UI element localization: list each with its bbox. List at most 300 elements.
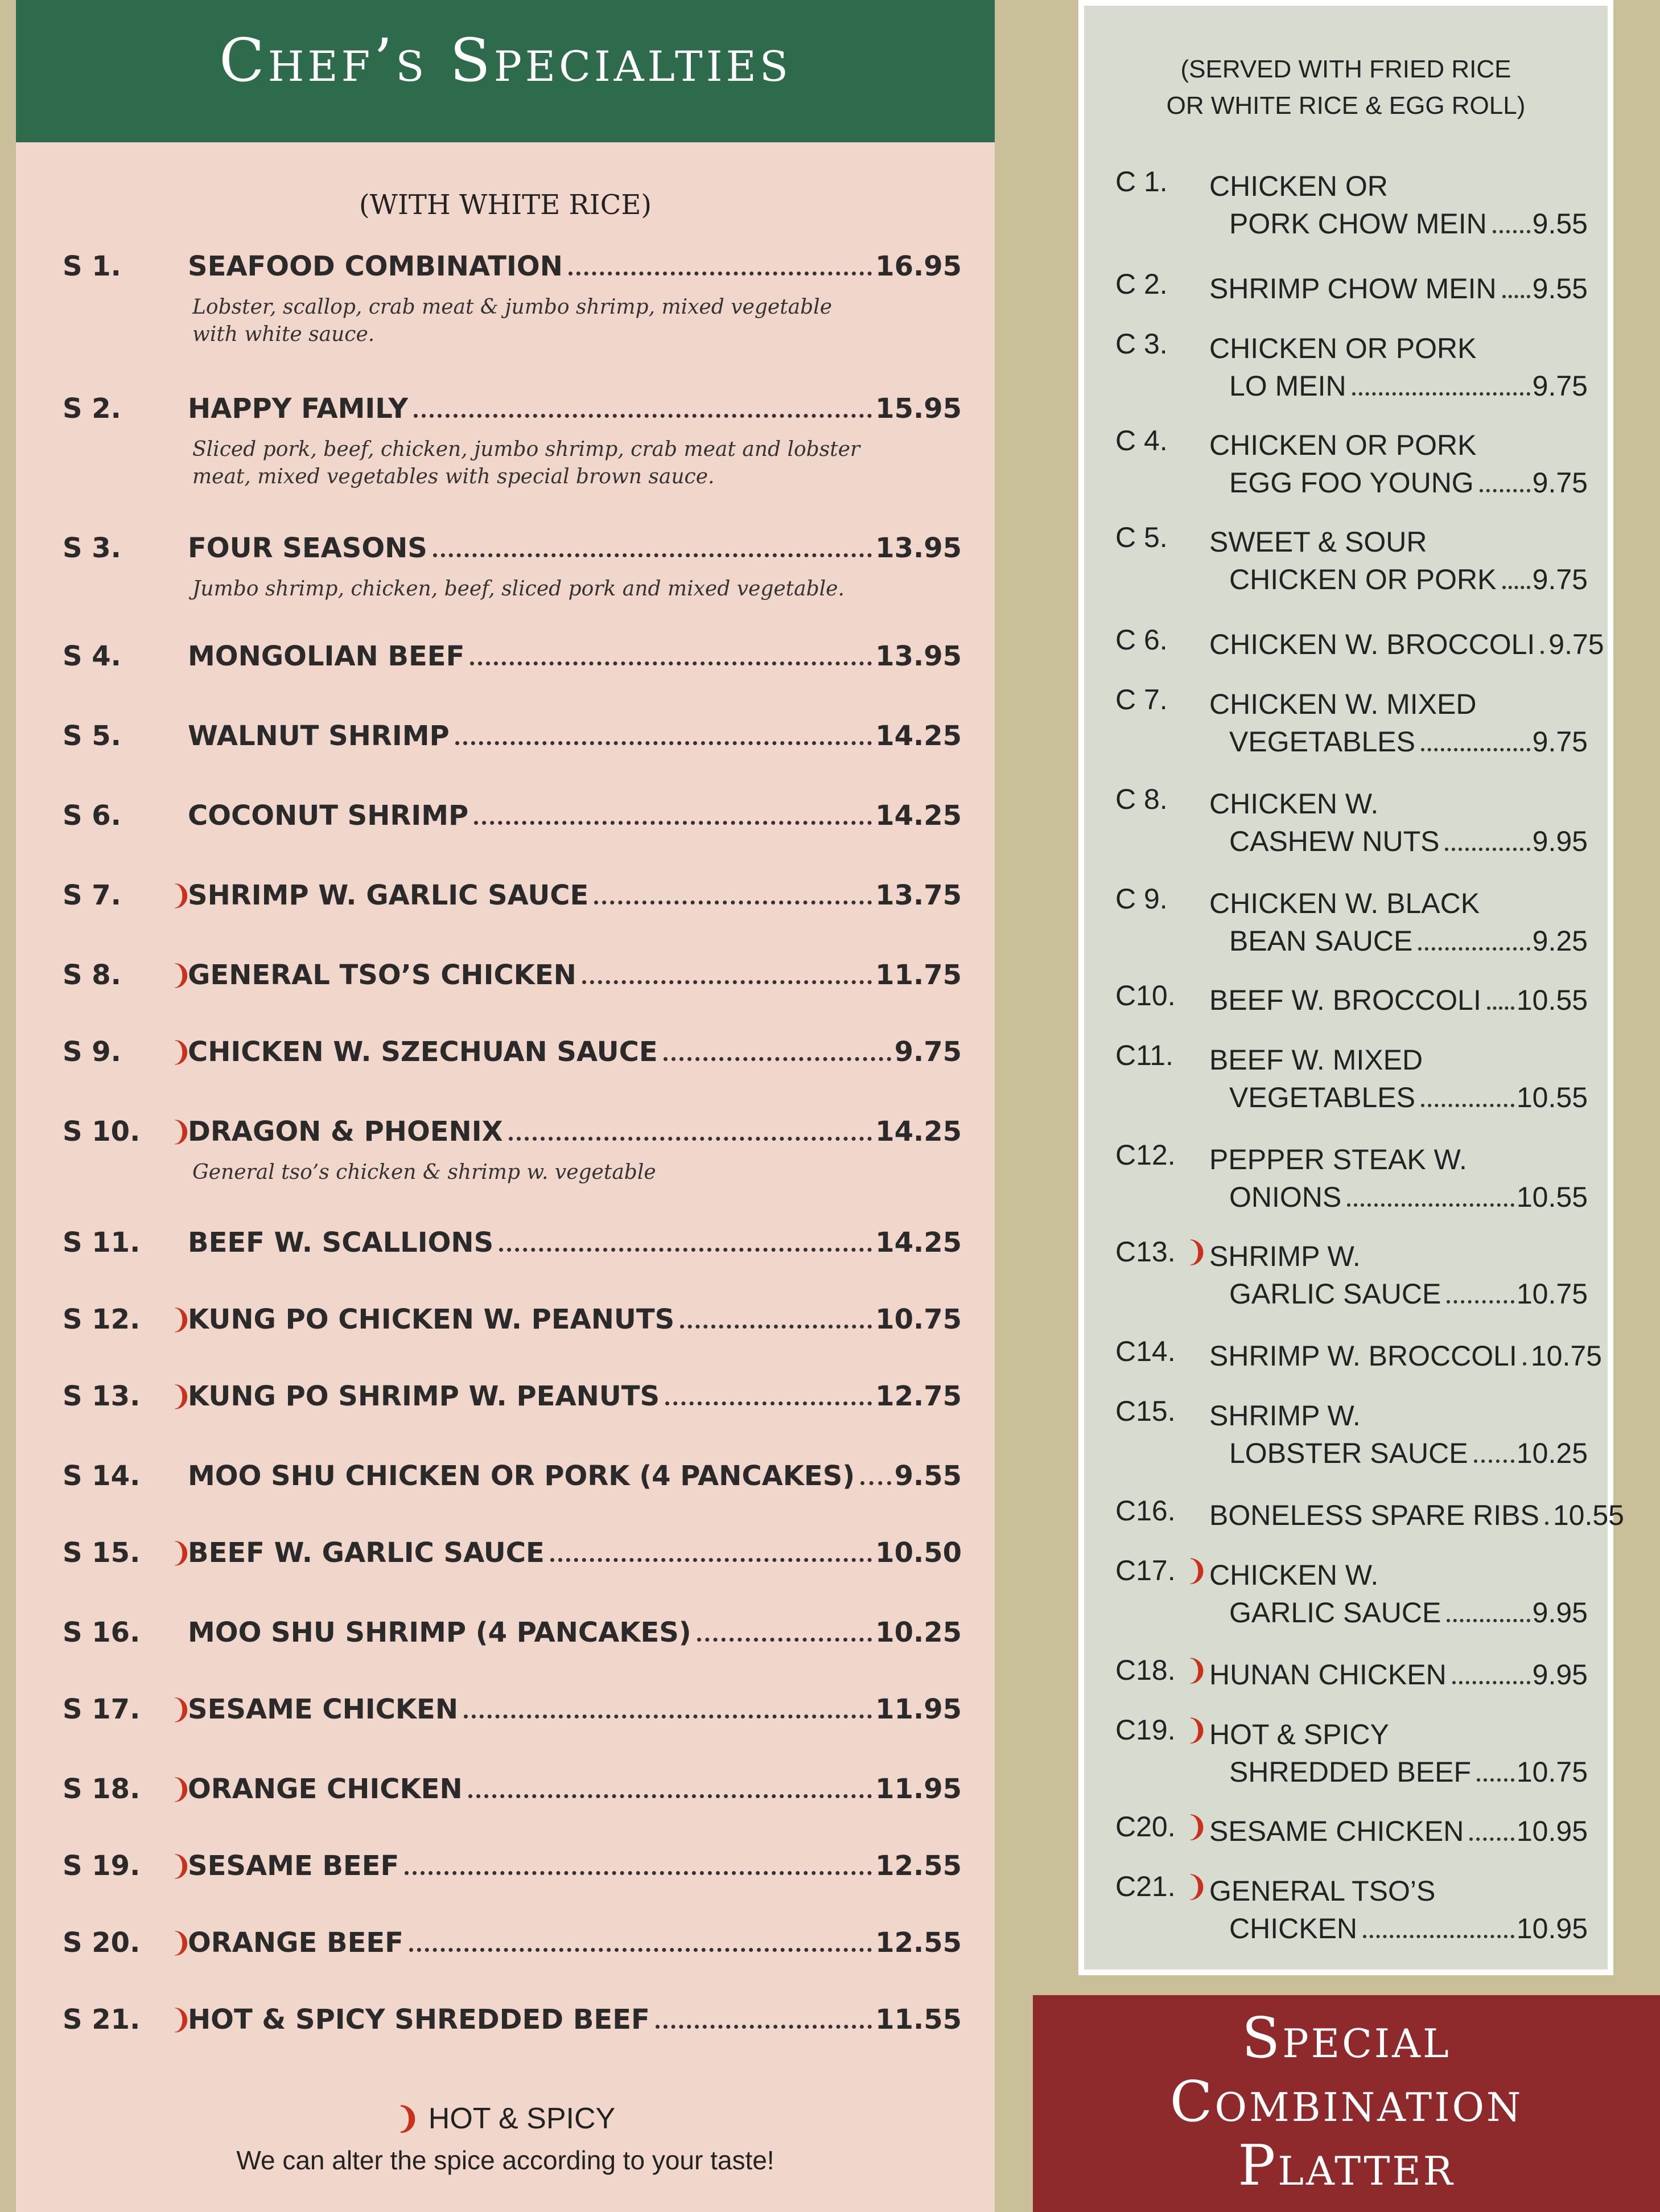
dot-leader <box>594 901 872 904</box>
combo-item <box>1115 683 1588 758</box>
menu-item-number: S 1. <box>63 250 121 282</box>
menu-item-row <box>63 800 962 840</box>
combo-item-name: BEEF W. BROCCOLI <box>1209 984 1481 1016</box>
combo-item-name-continued: GARLIC SAUCE <box>1229 1597 1441 1629</box>
combo-item-name-continued: GARLIC SAUCE <box>1229 1278 1441 1310</box>
combo-item-number: C 2. <box>1115 268 1168 300</box>
menu-item <box>63 250 962 348</box>
combo-item-name-continued: LO MEIN <box>1229 370 1346 402</box>
menu-item-row <box>63 1537 962 1577</box>
chefs-specialties-header <box>16 0 995 142</box>
combination-platter-subtitle <box>1084 51 1608 124</box>
menu-item-name: HOT & SPICY SHREDDED BEEF <box>188 2004 650 2036</box>
menu-item-name: MOO SHU SHRIMP (4 PANCAKES) <box>188 1617 691 1648</box>
combo-item-name: SHRIMP W. <box>1209 1400 1361 1432</box>
menu-item-line <box>188 2004 962 2036</box>
combo-item <box>1115 268 1588 305</box>
combo-item-name-continued: SHREDDED BEEF <box>1229 1756 1472 1788</box>
menu-item-price: 13.95 <box>875 532 962 564</box>
combo-item-price: 9.95 <box>1532 825 1588 857</box>
combo-item-price: 10.55 <box>1552 1499 1624 1531</box>
combo-item-number: C17. <box>1115 1555 1176 1586</box>
menu-item-line <box>188 393 962 425</box>
menu-item-line <box>188 640 962 672</box>
dot-leader <box>1493 230 1530 233</box>
combo-item-line <box>1209 1494 1624 1532</box>
menu-item-line <box>188 1227 962 1259</box>
combo-item-number: C18. <box>1115 1654 1176 1686</box>
dot-leader <box>664 1057 891 1061</box>
combo-item-name-continued: VEGETABLES <box>1229 726 1415 758</box>
menu-item-number: S 2. <box>63 393 121 425</box>
combo-item <box>1115 1554 1588 1629</box>
menu-item-price: 12.55 <box>875 1850 962 1882</box>
menu-item <box>63 1850 962 1890</box>
combo-item-price: 10.55 <box>1516 1082 1588 1113</box>
menu-item-price: 13.75 <box>875 879 962 911</box>
chili-pepper-icon: ❩ <box>1185 1810 1209 1843</box>
menu-item-price: 14.25 <box>875 1227 962 1259</box>
chili-pepper-icon: ❩ <box>1185 1713 1209 1746</box>
dot-leader <box>433 553 872 557</box>
dot-leader <box>665 1401 872 1405</box>
combo-item <box>1115 1395 1588 1470</box>
combo-item-name-continued: PORK CHOW MEIN <box>1229 208 1487 240</box>
combo-item-number: C 9. <box>1115 883 1168 915</box>
combo-item-line <box>1209 1554 1588 1592</box>
combo-item-line <box>1209 1039 1588 1076</box>
menu-item-number: S 11. <box>63 1227 141 1259</box>
combo-item-line <box>1229 1076 1588 1114</box>
dot-leader <box>1480 489 1530 492</box>
menu-item <box>63 1460 962 1500</box>
combo-item-price: 10.95 <box>1516 1913 1588 1944</box>
menu-item-line <box>188 1304 962 1335</box>
menu-item-line <box>188 1850 962 1882</box>
menu-item-name: SEAFOOD COMBINATION <box>188 250 563 282</box>
menu-item <box>63 959 962 999</box>
menu-item-line <box>188 1036 962 1068</box>
menu-item-row <box>63 1927 962 1967</box>
dot-leader <box>1469 1837 1514 1841</box>
menu-item-line <box>188 720 962 752</box>
menu-item-row <box>63 720 962 760</box>
menu-item-price: 11.55 <box>875 2004 962 2036</box>
chili-pepper-icon: ❩ <box>170 1537 193 1569</box>
chili-pepper-icon: ❩ <box>170 959 193 991</box>
combo-item-name-continued: ONIONS <box>1229 1181 1342 1213</box>
combo-item-name: SHRIMP CHOW MEIN <box>1209 273 1497 305</box>
combo-item-name: CHICKEN W. BLACK <box>1209 887 1480 919</box>
menu-item-price: 11.75 <box>875 959 962 991</box>
menu-item <box>63 532 962 603</box>
menu-item-number: S 21. <box>63 2004 141 2036</box>
combo-item-line <box>1209 1395 1588 1432</box>
menu-item-row <box>63 1693 962 1733</box>
menu-item-number: S 7. <box>63 879 121 911</box>
menu-item-row <box>63 1227 962 1267</box>
menu-item-number: S 6. <box>63 800 121 832</box>
dot-leader <box>509 1137 872 1141</box>
menu-item-row <box>63 1617 962 1656</box>
combo-item-number: C19. <box>1115 1714 1176 1746</box>
dot-leader <box>1502 295 1530 298</box>
combo-item-price: 9.55 <box>1532 208 1588 240</box>
subtitle-line-2: OR WHITE RICE & EGG ROLL) <box>1166 92 1526 120</box>
combo-item-price: 10.75 <box>1530 1340 1602 1372</box>
combo-item-number: C12. <box>1115 1139 1176 1171</box>
menu-item-name: CHICKEN W. SZECHUAN SAUCE <box>188 1036 658 1068</box>
combo-item-name-continued: EGG FOO YOUNG <box>1229 467 1474 499</box>
combo-item-name: GENERAL TSO’S <box>1209 1875 1436 1907</box>
combo-item <box>1115 327 1588 402</box>
combo-item-line <box>1229 1273 1588 1310</box>
combo-item <box>1115 1039 1588 1114</box>
combo-item-line <box>1209 623 1604 661</box>
combo-item-number: C14. <box>1115 1335 1176 1367</box>
menu-item-line <box>188 1460 962 1492</box>
menu-item-name: GENERAL TSO’S CHICKEN <box>188 959 576 991</box>
menu-item-row <box>63 1304 962 1343</box>
dot-leader <box>409 1948 872 1952</box>
menu-item-line <box>188 250 962 282</box>
menu-item-line <box>188 1927 962 1959</box>
combo-item-price: 9.75 <box>1548 628 1604 660</box>
dot-leader <box>464 1714 872 1718</box>
combo-item-line <box>1209 521 1588 558</box>
menu-item <box>63 1927 962 1967</box>
combo-item-name-continued: VEGETABLES <box>1229 1082 1415 1113</box>
combo-item-line <box>1229 1907 1588 1945</box>
combo-item-line <box>1229 721 1588 758</box>
dot-leader <box>1523 1362 1529 1366</box>
hot-spicy-legend <box>16 2102 995 2136</box>
combo-item-number: C 5. <box>1115 521 1168 553</box>
menu-item-line <box>188 1380 962 1412</box>
menu-item-number: S 19. <box>63 1850 141 1882</box>
menu-item-line <box>188 1693 962 1725</box>
dot-leader <box>1418 947 1530 951</box>
menu-item-row <box>63 959 962 999</box>
dot-leader <box>1447 1300 1514 1304</box>
dot-leader <box>1421 748 1530 751</box>
combo-item-name: BONELESS SPARE RIBS <box>1209 1499 1539 1531</box>
combo-item-line <box>1209 1713 1588 1751</box>
dot-leader <box>499 1248 872 1252</box>
combo-item-name: SWEET & SOUR <box>1209 526 1427 558</box>
menu-item-name: SHRIMP W. GARLIC SAUCE <box>188 879 589 911</box>
menu-item-number: S 15. <box>63 1537 141 1569</box>
combo-item-line <box>1209 1335 1602 1372</box>
menu-item-name: BEEF W. GARLIC SAUCE <box>188 1537 545 1569</box>
combo-item-name: PEPPER STEAK W. <box>1209 1144 1467 1175</box>
combo-item-line <box>1209 165 1588 203</box>
menu-item <box>63 1537 962 1577</box>
combo-item-name-continued: CHICKEN OR PORK <box>1229 564 1497 595</box>
combo-item-number: C20. <box>1115 1811 1176 1843</box>
menu-item-line <box>188 1617 962 1648</box>
combo-item-price: 9.55 <box>1532 273 1588 305</box>
menu-item <box>63 1304 962 1343</box>
combo-item-price: 9.75 <box>1532 467 1588 499</box>
menu-item-description: Lobster, scallop, crab meat & jumbo shrimp, mixed vegetable with white sauce. <box>192 295 832 346</box>
combo-item <box>1115 1713 1588 1788</box>
combo-item-number: C 3. <box>1115 328 1168 360</box>
dot-leader <box>569 272 872 276</box>
menu-item-price: 9.75 <box>894 1036 962 1068</box>
menu-item-price: 12.75 <box>875 1380 962 1412</box>
chili-pepper-icon: ❩ <box>1185 1870 1209 1903</box>
combo-item-name: SHRIMP W. <box>1209 1240 1361 1272</box>
menu-item-line <box>188 959 962 991</box>
menu-item-line <box>188 800 962 832</box>
combo-item <box>1115 882 1588 957</box>
footer-line-3: Platter <box>1238 2133 1455 2198</box>
dot-leader <box>1363 1935 1514 1938</box>
footer-line-2: Combination <box>1169 2070 1523 2135</box>
menu-item-name: MONGOLIAN BEEF <box>188 640 465 672</box>
menu-item-number: S 8. <box>63 959 121 991</box>
combo-item-price: 9.75 <box>1532 564 1588 595</box>
combo-item-name: CHICKEN W. <box>1209 788 1379 820</box>
chefs-specialties-subtitle: (WITH WHITE RICE) <box>359 189 652 221</box>
dot-leader <box>414 414 872 418</box>
combo-item <box>1115 521 1588 596</box>
dot-leader <box>1487 1006 1514 1010</box>
combo-item-name: CHICKEN W. BROCCOLI <box>1209 628 1535 660</box>
combo-item-price: 9.95 <box>1532 1597 1588 1629</box>
menu-item-row <box>63 1116 962 1156</box>
combo-item-number: C16. <box>1115 1495 1176 1527</box>
combo-item-line <box>1229 1432 1588 1470</box>
menu-item-row <box>63 1850 962 1890</box>
combo-item-price: 9.25 <box>1532 925 1588 957</box>
menu-item-name: ORANGE BEEF <box>188 1927 403 1959</box>
menu-item <box>63 800 962 840</box>
menu-item-name: SESAME CHICKEN <box>188 1693 458 1725</box>
combo-item-price: 9.95 <box>1532 1659 1588 1691</box>
menu-item-line <box>188 1773 962 1805</box>
menu-item-price: 10.25 <box>875 1617 962 1648</box>
menu-item-number: S 18. <box>63 1773 141 1805</box>
menu-item-name: COCONUT SHRIMP <box>188 800 469 832</box>
combo-item-number: C10. <box>1115 980 1176 1012</box>
menu-item-row <box>63 640 962 680</box>
combo-item-price: 9.75 <box>1532 726 1588 758</box>
combo-item-name: CHICKEN W. <box>1209 1559 1379 1591</box>
dot-leader <box>1421 1104 1514 1107</box>
menu-item-name: KUNG PO CHICKEN W. PEANUTS <box>188 1304 675 1335</box>
dot-leader <box>1452 1681 1530 1684</box>
combination-platter-panel <box>1078 0 1624 1975</box>
menu-item-row <box>63 1773 962 1813</box>
combo-item <box>1115 1870 1588 1945</box>
combo-item-line <box>1229 203 1588 240</box>
spice-note: We can alter the spice according to your taste! <box>236 2145 775 2175</box>
menu-item <box>63 879 962 919</box>
menu-item-price: 14.25 <box>875 800 962 832</box>
menu-item <box>63 1380 962 1420</box>
menu-item-row <box>63 1380 962 1420</box>
combo-item-number: C15. <box>1115 1395 1176 1427</box>
chefs-specialties-panel <box>16 0 995 2212</box>
combo-item-line <box>1209 268 1588 305</box>
dot-leader <box>656 2025 872 2029</box>
combo-item-name: HUNAN CHICKEN <box>1209 1659 1447 1691</box>
menu-item-price: 14.25 <box>875 1116 962 1148</box>
chefs-specialties-title: Chef’s Specialties <box>219 26 792 95</box>
combo-item <box>1115 979 1588 1017</box>
chili-pepper-icon: ❩ <box>170 2004 193 2036</box>
combo-item-name: HOT & SPICY <box>1209 1718 1389 1750</box>
menu-item-name: ORANGE CHICKEN <box>188 1773 463 1805</box>
menu-item <box>63 1036 962 1076</box>
combo-item-line <box>1229 1751 1588 1788</box>
dot-leader <box>1477 1778 1514 1782</box>
combo-item-line <box>1209 1138 1588 1176</box>
combo-item-price: 10.55 <box>1516 984 1588 1016</box>
menu-item-number: S 3. <box>63 532 121 564</box>
dot-leader <box>1347 1203 1514 1207</box>
dot-leader <box>860 1481 891 1485</box>
menu-item-number: S 12. <box>63 1304 141 1335</box>
dot-leader <box>1447 1619 1530 1622</box>
menu-item <box>63 1773 962 1813</box>
menu-item-row <box>63 532 962 572</box>
combo-item <box>1115 424 1588 499</box>
combo-item-price: 10.95 <box>1516 1815 1588 1847</box>
combo-item-name: CHICKEN OR <box>1209 170 1388 202</box>
combo-item-number: C11. <box>1115 1039 1173 1071</box>
menu-item <box>63 2004 962 2044</box>
menu-item <box>63 1693 962 1733</box>
subtitle-line-1: (SERVED WITH FRIED RICE <box>1180 55 1511 83</box>
menu-item-description: Jumbo shrimp, chicken, beef, sliced pork and mixed vegetable. <box>192 577 845 601</box>
combo-item-line <box>1209 1654 1588 1691</box>
combo-item-line <box>1209 327 1588 365</box>
menu-item-description: General tso’s chicken & shrimp w. vegetable <box>192 1161 656 1184</box>
chili-pepper-icon: ❩ <box>1185 1235 1209 1268</box>
dot-leader <box>1352 392 1530 396</box>
menu-item-name: BEEF W. SCALLIONS <box>188 1227 494 1259</box>
menu-item-number: S 17. <box>63 1693 141 1725</box>
combo-item <box>1115 1810 1588 1848</box>
menu-item <box>63 640 962 680</box>
combo-item <box>1115 1654 1588 1691</box>
combo-item-price: 10.75 <box>1516 1756 1588 1788</box>
menu-item-number: S 16. <box>63 1617 141 1648</box>
combo-item-name: SHRIMP W. BROCCOLI <box>1209 1340 1517 1372</box>
combo-item-number: C 6. <box>1115 624 1168 656</box>
dot-leader <box>468 1794 872 1798</box>
combo-item-number: C13. <box>1115 1236 1176 1268</box>
menu-item-name: HAPPY FAMILY <box>188 393 409 425</box>
combo-item-name: CHICKEN OR PORK <box>1209 429 1477 461</box>
dot-leader <box>405 1871 872 1875</box>
combo-item-number: C 4. <box>1115 425 1168 457</box>
menu-item <box>63 1116 962 1186</box>
combo-item-name: SESAME CHICKEN <box>1209 1815 1464 1847</box>
chili-pepper-icon: ❩ <box>170 879 193 911</box>
combo-item-name-continued: LOBSTER SAUCE <box>1229 1437 1468 1469</box>
combo-item-line <box>1209 882 1588 920</box>
chili-pepper-icon: ❩ <box>170 1927 193 1959</box>
menu-item <box>63 1617 962 1656</box>
combo-item-price: 10.25 <box>1516 1437 1588 1469</box>
combo-item-line <box>1229 558 1588 596</box>
combo-item-number: C 1. <box>1115 166 1168 198</box>
menu-item-name: WALNUT SHRIMP <box>188 720 450 752</box>
menu-item-description: Sliced pork, beef, chicken, jumbo shrimp, crab meat and lobster meat, mixed vegetables with special brown sauce. <box>192 438 860 488</box>
combo-item-line <box>1229 1176 1588 1214</box>
menu-item-name: MOO SHU CHICKEN OR PORK (4 PANCAKES) <box>188 1460 855 1492</box>
dot-leader <box>680 1325 872 1329</box>
menu-item-price: 11.95 <box>875 1773 962 1805</box>
menu-item-number: S 5. <box>63 720 121 752</box>
combo-item-line <box>1229 365 1588 402</box>
menu-item-name: FOUR SEASONS <box>188 532 427 564</box>
menu-item-price: 10.75 <box>875 1304 962 1335</box>
footer-line-1: Special <box>1242 2006 1451 2071</box>
dot-leader <box>697 1638 872 1642</box>
combo-item-name: BEEF W. MIXED <box>1209 1044 1423 1076</box>
dot-leader <box>1445 848 1530 851</box>
menu-item-line <box>188 1116 962 1148</box>
menu-item-row <box>63 393 962 433</box>
combo-item-price: 10.55 <box>1516 1181 1588 1213</box>
combo-item-line <box>1209 979 1588 1017</box>
combo-item-line <box>1209 783 1588 820</box>
combo-item-line <box>1229 820 1588 858</box>
menu-item-row <box>63 1036 962 1076</box>
menu-item-row <box>63 2004 962 2044</box>
menu-item-number: S 9. <box>63 1036 121 1068</box>
menu-item-price: 16.95 <box>875 250 962 282</box>
menu-item-price: 13.95 <box>875 640 962 672</box>
menu-item-price: 14.25 <box>875 720 962 752</box>
combo-item-name: CHICKEN OR PORK <box>1209 332 1477 364</box>
combo-item-number: C21. <box>1115 1870 1176 1902</box>
combo-item <box>1115 165 1588 240</box>
combo-item-name: CHICKEN W. MIXED <box>1209 688 1477 720</box>
combo-item <box>1115 1235 1588 1310</box>
combo-item-number: C 8. <box>1115 783 1168 815</box>
combo-item-line <box>1229 462 1588 499</box>
combo-item <box>1115 1138 1588 1214</box>
chili-pepper-icon: ❩ <box>395 2102 421 2135</box>
menu-item-line <box>188 1537 962 1569</box>
chili-pepper-icon: ❩ <box>170 1304 193 1335</box>
menu-item-price: 15.95 <box>875 393 962 425</box>
menu-item-price: 10.50 <box>875 1537 962 1569</box>
menu-item-row <box>63 1460 962 1500</box>
menu-item-number: S 10. <box>63 1116 141 1148</box>
menu-item-row <box>63 879 962 919</box>
dot-leader <box>470 661 872 665</box>
menu-item-name: DRAGON & PHOENIX <box>188 1116 503 1148</box>
combo-item-number: C 7. <box>1115 684 1168 716</box>
combo-item-line <box>1209 424 1588 462</box>
menu-item-price: 11.95 <box>875 1693 962 1725</box>
chili-pepper-icon: ❩ <box>170 1693 193 1725</box>
dot-leader <box>1545 1522 1551 1525</box>
dot-leader <box>582 980 872 984</box>
dot-leader <box>474 821 872 825</box>
combo-item-line <box>1209 1810 1588 1848</box>
menu-item-number: S 20. <box>63 1927 141 1959</box>
chili-pepper-icon: ❩ <box>1185 1654 1209 1687</box>
dot-leader <box>550 1558 872 1562</box>
